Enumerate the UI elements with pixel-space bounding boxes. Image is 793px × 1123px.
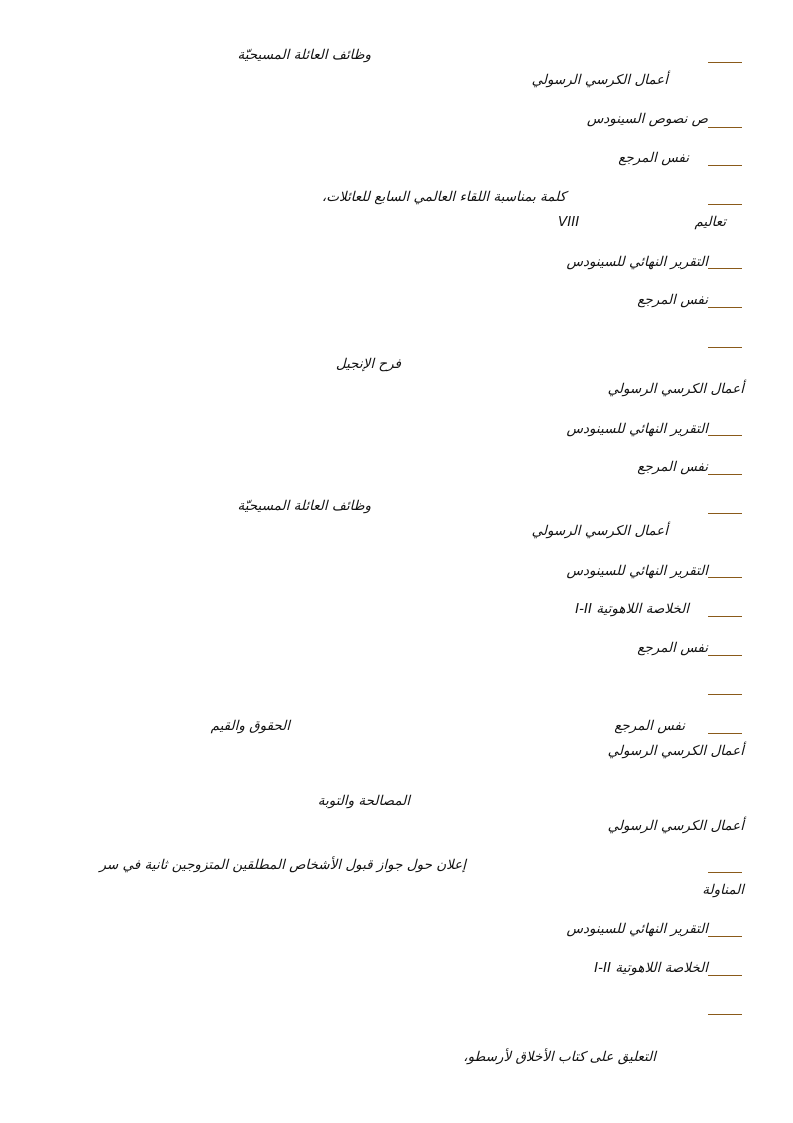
footnote-text: الخلاصة اللاهوتية I-II — [575, 601, 689, 617]
footnote-rule — [708, 616, 742, 617]
footnote-text: أعمال الكرسي الرسولي — [531, 523, 668, 539]
footnote-rule — [708, 204, 742, 205]
footnote-text: المصالحة والتوبة — [317, 793, 410, 809]
footnote-text: نفس المرجع — [614, 718, 685, 734]
footnote-text: نفس المرجع — [637, 292, 708, 308]
footnote-text: إعلان حول جواز قبول الأشخاص المطلقين المتزوجين ثانية في سر — [99, 857, 466, 873]
footnote-rule — [708, 347, 742, 348]
footnote-text: VIII — [558, 214, 580, 230]
footnote-text: نفس المرجع — [637, 640, 708, 656]
footnote-rule — [708, 127, 742, 128]
footnote-text: الحقوق والقيم — [210, 718, 290, 734]
footnote-text: كلمة بمناسبة اللقاء العالمي السابع للعائلات، — [321, 189, 566, 205]
footnote-rule — [708, 1014, 742, 1015]
footnote-rule — [708, 435, 742, 436]
footnote-rule — [708, 268, 742, 269]
footnote-text: أعمال الكرسي الرسولي — [607, 818, 744, 834]
footnote-text: التعليق على كتاب الأخلاق لأرسطو، — [463, 1049, 656, 1065]
footnote-text: وظائف العائلة المسيحيّة — [237, 47, 371, 63]
footnote-text: التقرير النهائي للسينودس — [566, 254, 708, 270]
footnote-text: نفس المرجع — [637, 459, 708, 475]
footnote-rule — [708, 513, 742, 514]
footnote-rule — [708, 577, 742, 578]
footnote-text: أعمال الكرسي الرسولي — [607, 743, 744, 759]
footnote-rule — [708, 872, 742, 873]
footnote-text: وظائف العائلة المسيحيّة — [237, 498, 371, 514]
footnote-rule — [708, 474, 742, 475]
footnote-rule — [708, 165, 742, 166]
footnote-text: التقرير النهائي للسينودس — [566, 921, 708, 937]
footnote-text: أعمال الكرسي الرسولي — [531, 72, 668, 88]
footnote-rule — [708, 975, 742, 976]
footnote-text: فرح الإنجيل — [335, 356, 401, 372]
footnote-rule — [708, 307, 742, 308]
footnote-text: المناولة — [702, 882, 744, 898]
footnote-text: نفس المرجع — [618, 150, 689, 166]
footnote-text: الخلاصة اللاهوتية I-II — [594, 960, 708, 976]
footnote-text: تعاليم — [694, 214, 726, 230]
footnote-rule — [708, 62, 742, 63]
footnote-text: التقرير النهائي للسينودس — [566, 421, 708, 437]
footnote-rule — [708, 936, 742, 937]
footnote-text: التقرير النهائي للسينودس — [566, 563, 708, 579]
footnote-rule — [708, 655, 742, 656]
footnote-text: ص نصوص السينودس — [586, 111, 708, 127]
footnote-rule — [708, 694, 742, 695]
footnote-rule — [708, 733, 742, 734]
footnote-text: أعمال الكرسي الرسولي — [607, 381, 744, 397]
